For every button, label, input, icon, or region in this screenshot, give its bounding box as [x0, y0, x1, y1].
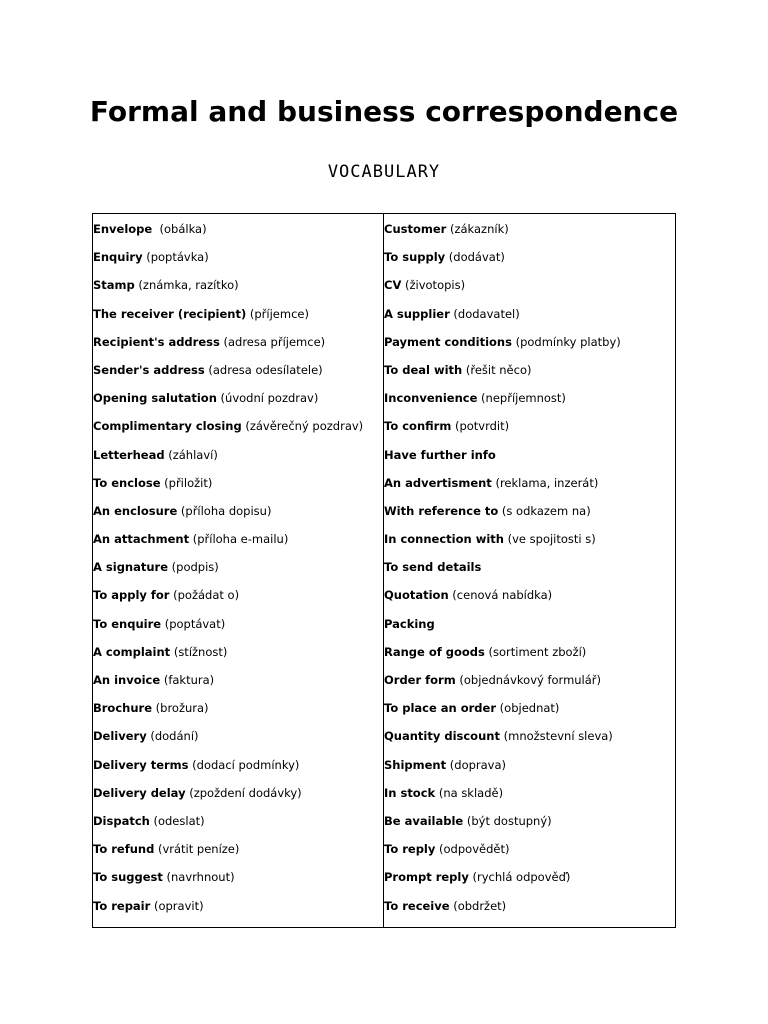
- vocabulary-row: [384, 389, 675, 417]
- vocabulary-row: [384, 840, 675, 868]
- vocabulary-translation: (přiložit): [160, 475, 213, 490]
- vocabulary-term: Prompt reply: [384, 870, 469, 885]
- vocabulary-row: [384, 727, 675, 755]
- vocabulary-translation: (sortiment zboží): [484, 644, 587, 659]
- vocabulary-row: [384, 615, 675, 643]
- vocabulary-translation: (příjemce): [246, 306, 309, 321]
- vocabulary-row: [93, 248, 383, 276]
- vocabulary-translation: (životopis): [401, 278, 466, 293]
- vocabulary-translation: (požádat o): [169, 588, 240, 603]
- vocabulary-term: Quantity discount: [384, 729, 500, 744]
- vocabulary-translation: (faktura): [160, 673, 215, 687]
- vocabulary-term: To suggest: [93, 870, 163, 885]
- vocabulary-term: An enclosure: [93, 503, 178, 518]
- vocabulary-term: Brochure: [93, 701, 152, 716]
- vocabulary-term: Delivery delay: [93, 785, 186, 800]
- vocabulary-term: Opening salutation: [93, 391, 217, 406]
- vocabulary-row: [384, 699, 675, 727]
- vocabulary-row: [384, 305, 675, 333]
- vocabulary-translation: (záhlaví): [164, 447, 218, 462]
- vocabulary-term: To confirm: [384, 419, 452, 434]
- vocabulary-row: [384, 474, 675, 502]
- vocabulary-row: [384, 812, 675, 840]
- vocabulary-row: [93, 756, 383, 784]
- vocabulary-term: To reply: [384, 842, 436, 857]
- vocabulary-row: [384, 558, 675, 586]
- vocabulary-row: [93, 812, 383, 840]
- vocabulary-term: Delivery terms: [93, 757, 189, 772]
- vocabulary-translation: (množstevní sleva): [499, 729, 613, 744]
- vocabulary-translation: (být dostupný): [463, 813, 552, 828]
- vocabulary-translation: (známka, razítko): [134, 278, 239, 293]
- vocabulary-translation: (navrhnout): [162, 870, 235, 885]
- vocabulary-term: To enclose: [93, 475, 161, 490]
- vocabulary-term: An advertisment: [384, 475, 492, 490]
- vocabulary-translation: (zákazník): [446, 222, 509, 236]
- vocabulary-row: [384, 586, 675, 614]
- vocabulary-translation: (objednat): [496, 701, 560, 716]
- vocabulary-translation: (poptávka): [142, 250, 209, 265]
- vocabulary-translation: (úvodní pozdrav): [216, 391, 319, 406]
- vocabulary-term: CV: [384, 278, 402, 293]
- vocabulary-row: [384, 276, 675, 304]
- vocabulary-term: Complimentary closing: [93, 419, 242, 434]
- vocabulary-row: [93, 305, 383, 333]
- vocabulary-term: Delivery: [93, 729, 147, 744]
- vocabulary-term: Order form: [384, 673, 456, 687]
- vocabulary-row: [93, 474, 383, 502]
- vocabulary-row: [384, 248, 675, 276]
- vocabulary-term: Stamp: [93, 278, 135, 293]
- vocabulary-term: To enquire: [93, 616, 162, 631]
- vocabulary-row: [93, 558, 383, 586]
- vocabulary-row: [384, 361, 675, 389]
- vocabulary-row: [93, 671, 383, 699]
- vocabulary-translation: (příloha e-mailu): [189, 532, 289, 547]
- vocabulary-translation: (adresa příjemce): [219, 334, 326, 349]
- vocabulary-term: To send details: [384, 560, 482, 575]
- vocabulary-term: Packing: [384, 616, 435, 631]
- vocabulary-translation: (potvrdit): [451, 419, 510, 434]
- vocabulary-row: [93, 361, 383, 389]
- vocabulary-row: [93, 502, 383, 530]
- vocabulary-translation: (adresa odesílatele): [204, 362, 323, 377]
- vocabulary-translation: (vrátit peníze): [154, 842, 240, 857]
- vocabulary-term: Envelope: [93, 222, 153, 236]
- vocabulary-row: [384, 868, 675, 896]
- vocabulary-translation: (poptávat): [161, 616, 226, 631]
- vocabulary-term: Inconvenience: [384, 391, 478, 406]
- vocabulary-term: Dispatch: [93, 813, 150, 828]
- vocabulary-row: [93, 220, 383, 248]
- vocabulary-term: Payment conditions: [384, 334, 512, 349]
- vocabulary-column-right: [384, 214, 675, 927]
- vocabulary-term: To deal with: [384, 362, 463, 377]
- vocabulary-translation: (odeslat): [149, 813, 205, 828]
- vocabulary-translation: (řešit něco): [462, 362, 532, 377]
- vocabulary-row: [93, 643, 383, 671]
- vocabulary-translation: (příloha dopisu): [177, 503, 272, 518]
- vocabulary-term: Customer: [384, 222, 447, 236]
- vocabulary-row: [384, 220, 675, 248]
- vocabulary-translation: (stížnost): [170, 644, 228, 659]
- vocabulary-row: [384, 643, 675, 671]
- vocabulary-translation: (podmínky platby): [511, 334, 621, 349]
- vocabulary-translation: (doprava): [446, 757, 507, 772]
- vocabulary-row: [93, 417, 383, 445]
- vocabulary-translation: (na skladě): [435, 785, 504, 800]
- vocabulary-row: [93, 784, 383, 812]
- vocabulary-term: A supplier: [384, 306, 450, 321]
- vocabulary-row: [93, 446, 383, 474]
- vocabulary-translation: (objednávkový formulář): [455, 673, 602, 687]
- vocabulary-translation: (dodávat): [445, 250, 505, 265]
- vocabulary-term: To repair: [93, 898, 151, 913]
- vocabulary-term: A signature: [93, 560, 169, 575]
- vocabulary-term: Letterhead: [93, 447, 165, 462]
- vocabulary-row: [384, 897, 675, 925]
- vocabulary-translation: (podpis): [168, 560, 219, 575]
- vocabulary-row: [93, 586, 383, 614]
- vocabulary-term: Enquiry: [93, 250, 143, 265]
- vocabulary-translation: (cenová nabídka): [448, 588, 553, 603]
- vocabulary-term: To apply for: [93, 588, 170, 603]
- vocabulary-term: The receiver (recipient): [93, 306, 247, 321]
- vocabulary-row: [384, 417, 675, 445]
- vocabulary-column-left: [93, 214, 384, 927]
- vocabulary-term: To supply: [384, 250, 446, 265]
- vocabulary-translation: (reklama, inzerát): [491, 475, 599, 490]
- vocabulary-row: [93, 699, 383, 727]
- vocabulary-row: [93, 276, 383, 304]
- vocabulary-term: To place an order: [384, 701, 497, 716]
- vocabulary-row: [93, 868, 383, 896]
- vocabulary-row: [93, 727, 383, 755]
- vocabulary-term: A complaint: [93, 644, 171, 659]
- vocabulary-row: [93, 333, 383, 361]
- vocabulary-translation: (nepříjemnost): [477, 391, 566, 406]
- vocabulary-translation: (s odkazem na): [498, 503, 591, 518]
- page-subtitle: VOCABULARY: [327, 162, 441, 182]
- vocabulary-term: Range of goods: [384, 644, 485, 659]
- vocabulary-translation: (ve spojitosti s): [503, 532, 596, 547]
- vocabulary-term: An invoice: [93, 673, 161, 687]
- vocabulary-translation: (obdržet): [449, 898, 507, 913]
- vocabulary-translation: (obálka): [152, 222, 207, 236]
- vocabulary-translation: (rychlá odpověď): [468, 870, 571, 885]
- vocabulary-term: Quotation: [384, 588, 449, 603]
- vocabulary-term: In connection with: [384, 532, 504, 547]
- vocabulary-translation: (dodací podmínky): [188, 757, 300, 772]
- vocabulary-translation: (zpoždení dodávky): [185, 785, 302, 800]
- vocabulary-term: Be available: [384, 813, 464, 828]
- vocabulary-row: [93, 389, 383, 417]
- vocabulary-row: [93, 615, 383, 643]
- vocabulary-term: Sender's address: [93, 362, 205, 377]
- vocabulary-row: [93, 530, 383, 558]
- vocabulary-row: [384, 333, 675, 361]
- vocabulary-table: [92, 213, 676, 928]
- vocabulary-translation: (dodavatel): [449, 306, 520, 321]
- vocabulary-term: With reference to: [384, 503, 499, 518]
- vocabulary-row: [384, 502, 675, 530]
- vocabulary-term: In stock: [384, 785, 436, 800]
- vocabulary-term: Recipient's address: [93, 334, 220, 349]
- vocabulary-translation: (dodání): [146, 729, 199, 744]
- vocabulary-term: An attachment: [93, 532, 190, 547]
- vocabulary-row: [384, 756, 675, 784]
- vocabulary-translation: (závěrečný pozdrav): [241, 419, 364, 434]
- vocabulary-row: [93, 840, 383, 868]
- vocabulary-translation: (opravit): [150, 898, 204, 913]
- vocabulary-row: [384, 446, 675, 474]
- vocabulary-row: [384, 784, 675, 812]
- vocabulary-term: Have further info: [384, 447, 496, 462]
- vocabulary-row: [384, 530, 675, 558]
- vocabulary-translation: (odpovědět): [435, 842, 510, 857]
- vocabulary-translation: (brožura): [152, 701, 209, 716]
- vocabulary-row: [93, 897, 383, 925]
- page-title: Formal and business correspondence: [89, 95, 679, 128]
- vocabulary-term: To refund: [93, 842, 155, 857]
- vocabulary-term: Shipment: [384, 757, 447, 772]
- vocabulary-term: To receive: [384, 898, 450, 913]
- vocabulary-row: [384, 671, 675, 699]
